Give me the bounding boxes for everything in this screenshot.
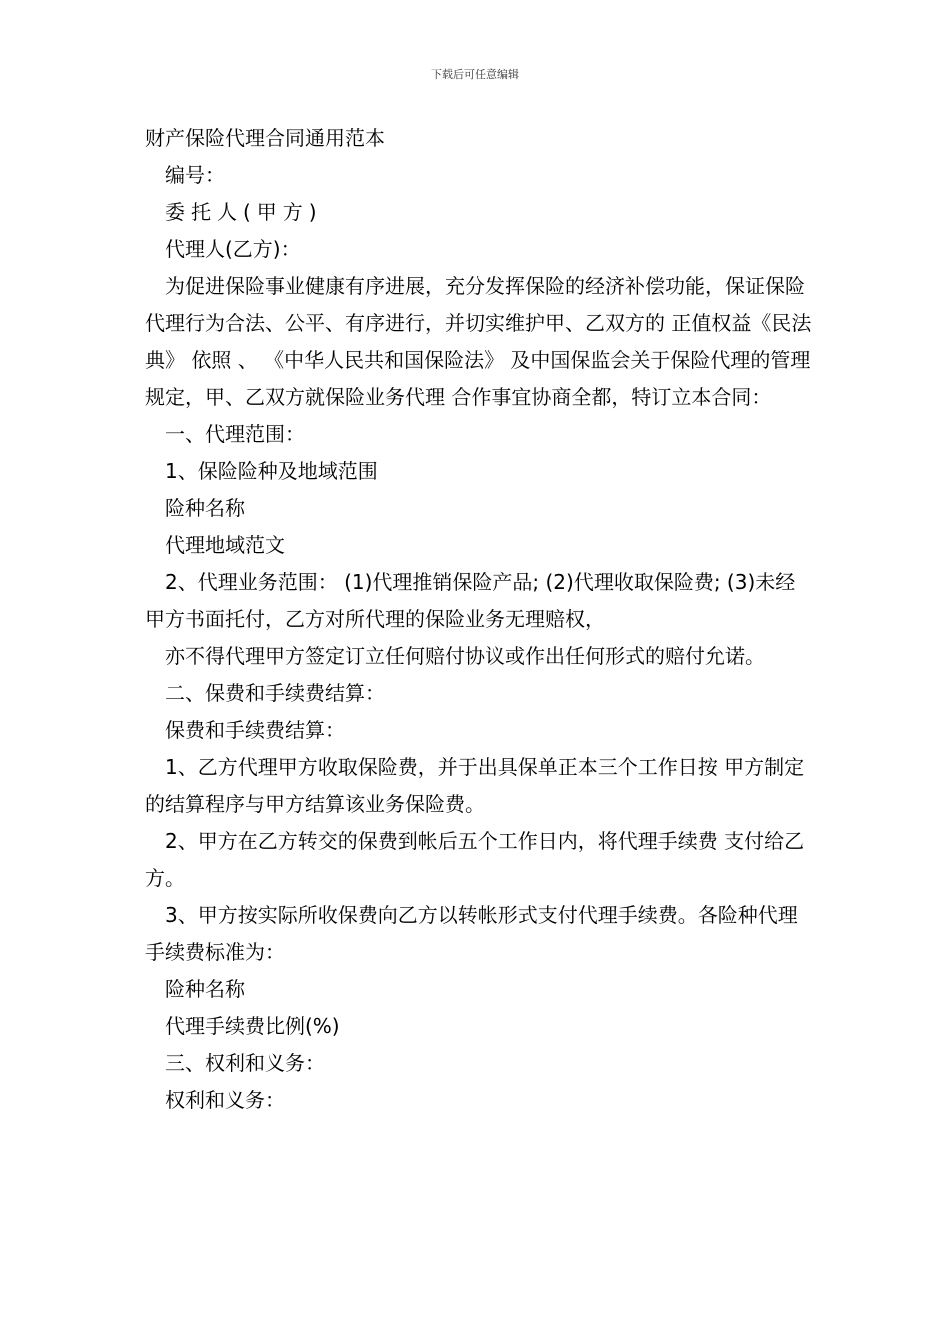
section-1-item-2: 2、代理业务范围： (1)代理推销保险产品; (2)代理收取保险费; (3)未经甲方书面托付，乙方对所代理的保险业务无理赔权， (145, 570, 796, 631)
section-2-item-2: 2、甲方在乙方转交的保费到帐后五个工作日内，将代理手续费 支付给乙方。 (145, 829, 805, 890)
section-1-region: 代理地域范文 (165, 533, 285, 557)
section-3-title: 三、权利和义务： (165, 1051, 325, 1075)
section-2-subtitle: 保费和手续费结算： (165, 718, 345, 742)
section-2-item-3: 3、甲方按实际所收保费向乙方以转帐形式支付代理手续费。各险种代理手续费标准为： (145, 903, 798, 964)
document-body (145, 120, 815, 1119)
preamble-paragraph: 为促进保险事业健康有序进展，充分发挥保险的经济补偿功能，保证保险代理行为合法、公平、有序进行，并切实维护甲、乙双方的 正值权益《民法典》 依照 、 《中华人民共和国保险法》 及中国保监会关于保险代理的管理规定，甲、乙双方就保险业务代理 合作事宜协商全都，特订立本合同： (145, 274, 812, 409)
section-2-title: 二、保费和手续费结算： (165, 681, 385, 705)
section-1-item-1: 1、保险险种及地域范围 (165, 459, 378, 483)
section-3-subtitle: 权利和义务： (165, 1088, 285, 1112)
section-2-item-1: 1、乙方代理甲方收取保险费，并于出具保单正本三个工作日按 甲方制定的结算程序与甲方结算该业务保险费。 (145, 755, 805, 816)
section-1-title: 一、代理范围： (165, 422, 305, 446)
document-title: 财产保险代理合同通用范本 (145, 126, 385, 150)
section-1-item-2-continued: 亦不得代理甲方签定订立任何赔付协议或作出任何形式的赔付允诺。 (165, 644, 765, 668)
header-note: 下载后可任意编辑 (431, 68, 519, 81)
section-2-insurance-name: 险种名称 (165, 977, 245, 1001)
agent-party: 代理人(乙方)： (165, 237, 301, 261)
principal-party: 委托人(甲方) (165, 200, 323, 224)
number-label: 编号： (165, 163, 225, 187)
section-2-fee-ratio: 代理手续费比例(%) (165, 1014, 340, 1038)
section-1-insurance-name: 险种名称 (165, 496, 245, 520)
